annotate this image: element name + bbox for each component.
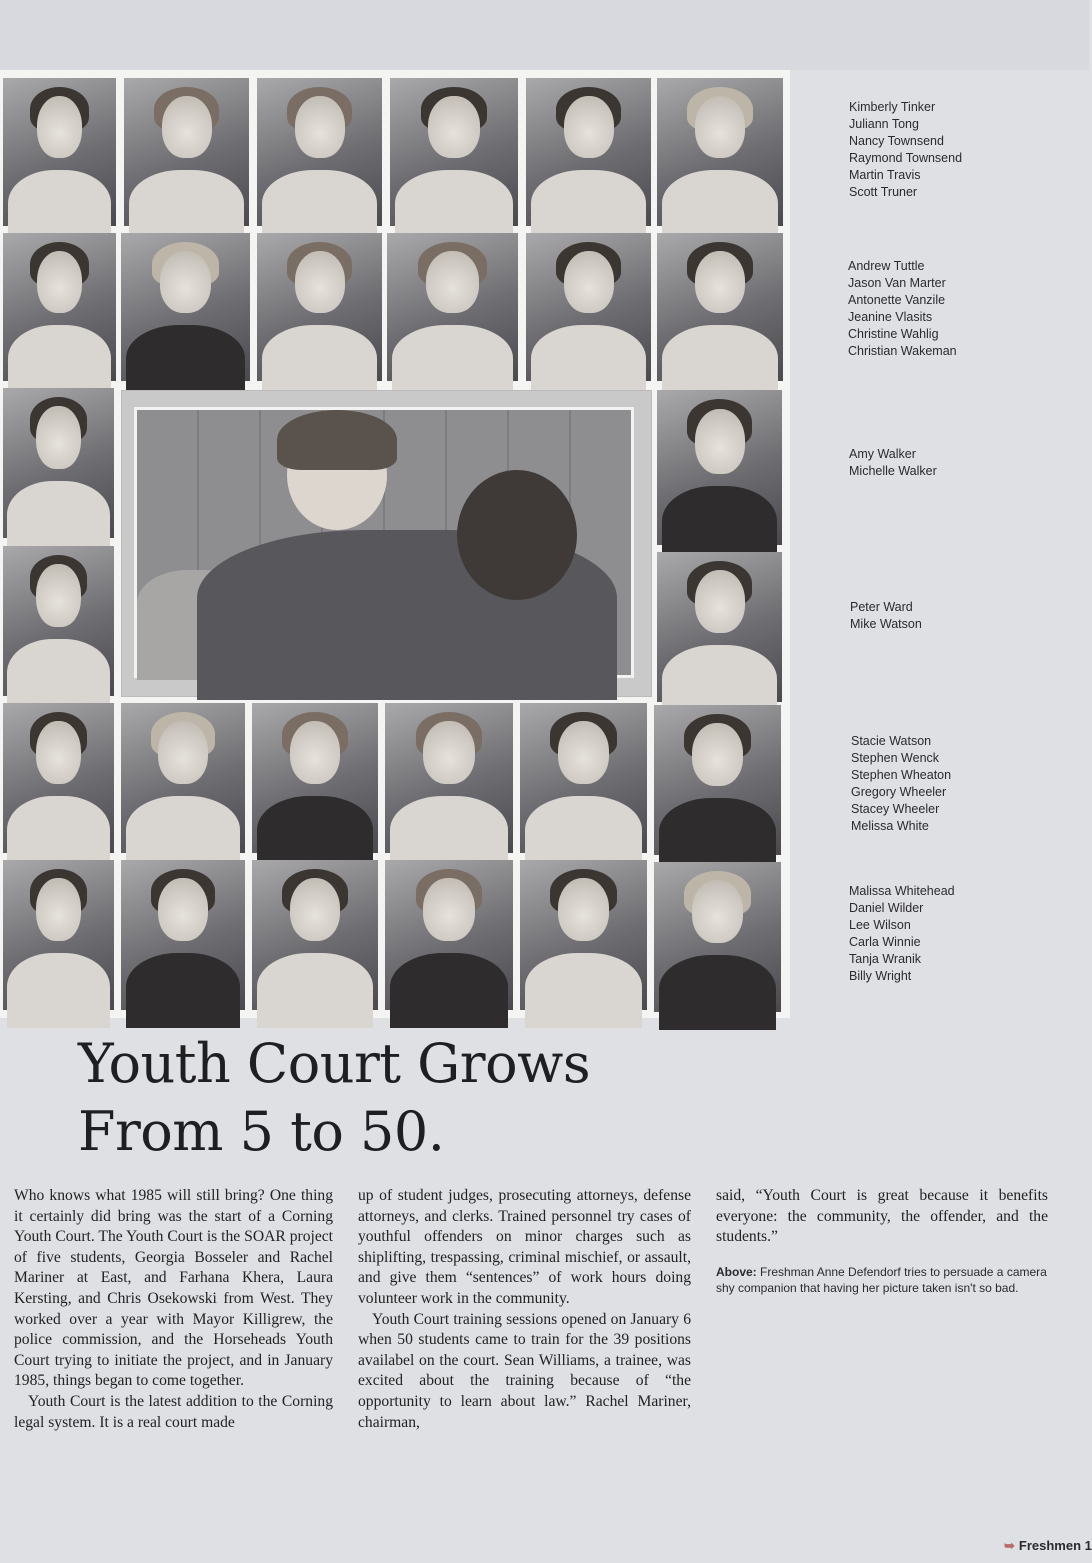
portrait-photo [3, 546, 114, 696]
headline-line-2: From 5 to 50. [78, 1100, 445, 1163]
student-name: Christian Wakeman [848, 344, 957, 358]
name-list-row-1 [849, 99, 962, 201]
student-name: Melissa White [851, 819, 929, 833]
portrait-photo [3, 860, 114, 1010]
student-name: Stephen Wenck [851, 751, 940, 765]
student-name: Nancy Townsend [849, 134, 944, 148]
portrait-photo [3, 388, 114, 538]
name-list-row-6 [849, 883, 955, 985]
folio-section: Freshmen [1018, 1538, 1082, 1553]
article-column-3 [716, 1186, 1048, 1248]
portrait-photo [385, 703, 513, 853]
folio-page-number: 1 [1084, 1538, 1092, 1553]
portrait-photo [526, 78, 651, 226]
portrait-photo [257, 78, 382, 226]
portrait-photo [654, 705, 781, 855]
article-column-1 [14, 1186, 333, 1433]
student-name: Juliann Tong [849, 117, 919, 131]
student-name: Martin Travis [849, 168, 921, 182]
article-paragraph: Who knows what 1985 will still bring? One thing it certainly did bring was the start of a Corning Youth Court. The Youth Court is the SOAR project of five students, Georgia Bosseler and Rachel Mariner at East, and Farhana Khera, Laura Kersting, and Chris Osekowski from West. They worked over a year with Mayor Killigrew, the police commission, and the Horseheads Youth Court trying to initiate the project, and in January 1985, things began to come together. [14, 1187, 333, 1390]
student-name: Lee Wilson [849, 918, 911, 932]
name-list-row-4 [850, 599, 922, 633]
article-paragraph: Youth Court is the latest addition to the Corning legal system. It is a real court made [14, 1392, 333, 1431]
photo-caption [716, 1264, 1048, 1296]
portrait-photo [657, 552, 782, 702]
student-name: Amy Walker [849, 447, 916, 461]
student-name: Tanja Wranik [849, 952, 922, 966]
portrait-photo [121, 860, 245, 1010]
student-name: Andrew Tuttle [848, 259, 925, 273]
name-list-row-2 [848, 258, 957, 360]
portrait-photo [3, 233, 116, 381]
student-name: Malissa Whitehead [849, 884, 955, 898]
caption-text: Freshman Anne Defendorf tries to persuade a camera shy companion that having her picture taken isn't so bad. [716, 1265, 1047, 1295]
student-name: Stephen Wheaton [851, 768, 952, 782]
portrait-photo [3, 703, 114, 853]
student-name: Billy Wright [849, 969, 912, 983]
name-list-row-3 [849, 446, 937, 480]
feature-photo-image [134, 407, 634, 678]
portrait-photo [657, 390, 782, 545]
student-name: Antonette Vanzile [848, 293, 946, 307]
article-headline [78, 1030, 590, 1166]
student-name: Raymond Townsend [849, 151, 963, 165]
student-name: Jason Van Marter [848, 276, 946, 290]
article-paragraph: up of student judges, prosecuting attorneys, defense attorneys, and clerks. Trained personnel try cases of youthful offenders on minor charges such as shiplifting, trespassing, criminal mischief, or assault, and give them “sentences” of work hours doing volunteer work in the community. [358, 1187, 691, 1307]
arrow-icon: ➥ [1004, 1538, 1015, 1553]
student-name: Mike Watson [850, 617, 922, 631]
portrait-photo [520, 860, 647, 1010]
article-paragraph: Youth Court training sessions opened on January 6 when 50 students came to train for the 39 positions availabel on the court. Sean Williams, a trainee, was excited about the training because of “the opportunity to learn about law.” Rachel Mariner, chairman, [358, 1310, 691, 1431]
article-paragraph: said, “Youth Court is great because it benefits everyone: the community, the offender, and the students.” [716, 1187, 1048, 1246]
portrait-photo [124, 78, 249, 226]
page-edge [0, 0, 1089, 70]
portrait-photo [3, 78, 116, 226]
student-name: Christine Wahlig [848, 327, 939, 341]
portrait-photo [390, 78, 518, 226]
portrait-photo [121, 703, 245, 853]
student-name: Michelle Walker [849, 464, 937, 478]
portrait-photo [657, 233, 783, 381]
portrait-photo [387, 233, 518, 381]
portrait-photo [526, 233, 651, 381]
student-name: Scott Truner [849, 185, 918, 199]
caption-lead: Above: [716, 1265, 757, 1279]
student-name: Daniel Wilder [849, 901, 924, 915]
article-column-2 [358, 1186, 691, 1433]
portrait-photo [252, 703, 378, 853]
student-name: Gregory Wheeler [851, 785, 947, 799]
portrait-photo [257, 233, 382, 381]
student-name: Peter Ward [850, 600, 913, 614]
portrait-photo [121, 233, 250, 381]
student-name: Stacie Watson [851, 734, 932, 748]
headline-line-1: Youth Court Grows [78, 1032, 591, 1095]
student-name: Carla Winnie [849, 935, 921, 949]
page-folio [1004, 1538, 1092, 1554]
feature-photo [121, 390, 652, 697]
student-name: Stacey Wheeler [851, 802, 940, 816]
portrait-photo [385, 860, 513, 1010]
student-name: Jeanine Vlasits [848, 310, 933, 324]
portrait-photo [252, 860, 378, 1010]
name-list-row-5 [851, 733, 951, 835]
portrait-photo [657, 78, 783, 226]
portrait-photo [654, 862, 781, 1012]
student-name: Kimberly Tinker [849, 100, 936, 114]
portrait-photo [520, 703, 647, 853]
